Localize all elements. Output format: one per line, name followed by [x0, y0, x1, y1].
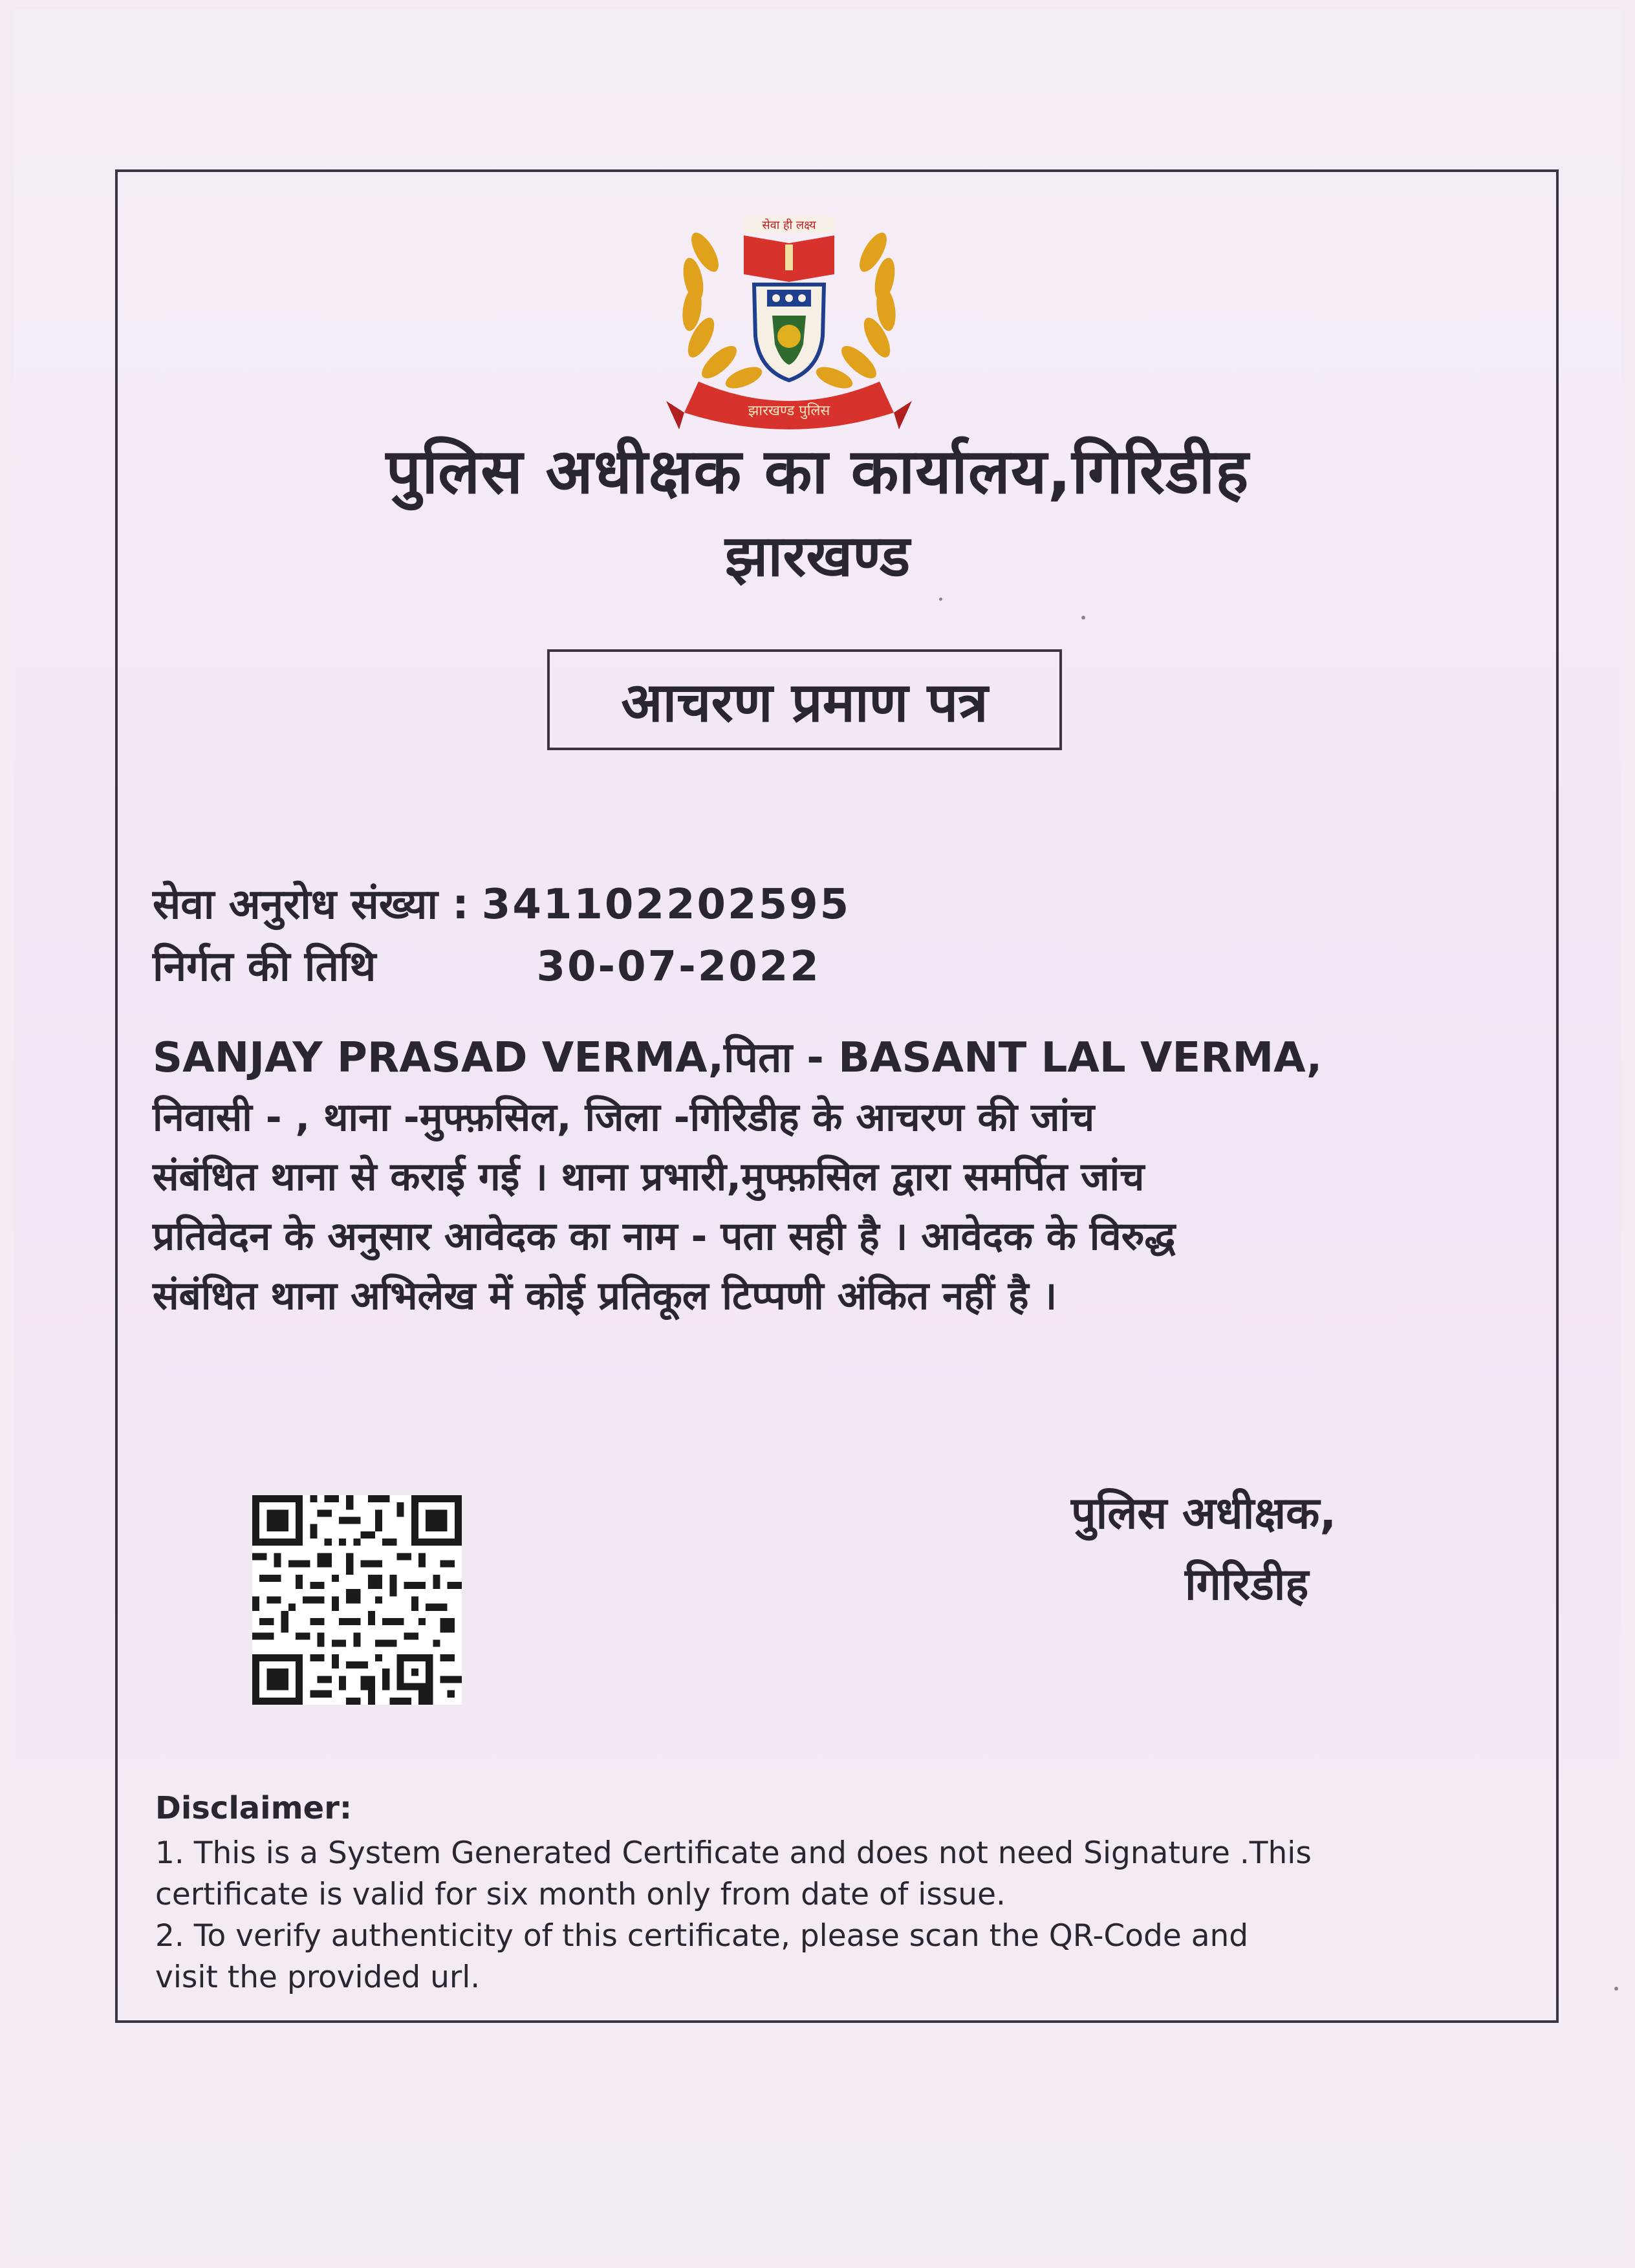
- disclaimer-point-1-line-1: 1. This is a System Generated Certificate and does not need Signature .This: [155, 1835, 1312, 1871]
- paper-speck: [1614, 1987, 1618, 1991]
- emblem-motto-text: सेवा ही लक्ष्य: [762, 219, 816, 232]
- issue-date-value: 30-07-2022: [536, 943, 821, 991]
- disclaimer-point-2-line-2: visit the provided url.: [155, 1960, 481, 1995]
- verification-qr-code[interactable]: [252, 1495, 462, 1705]
- disclaimer-point-1: [155, 1833, 1513, 1916]
- disclaimer-point-1-line-2: certificate is valid for six month only from date of issue.: [155, 1877, 1006, 1912]
- state-title: झारखण्ड: [724, 523, 911, 589]
- office-title: पुलिस अधीक्षक का कार्यालय,गिरिडीह: [385, 435, 1250, 508]
- certificate-title-text: आचरण प्रमाण पत्र: [621, 670, 988, 734]
- service-request-row: [153, 874, 850, 931]
- body-line-applicant: SANJAY PRASAD VERMA,पिता - BASANT LAL VERMA,: [153, 1034, 1323, 1082]
- service-request-number: 341102202595: [481, 881, 851, 929]
- disclaimer-point-2-line-1: 2. To verify authenticity of this certificate, please scan the QR-Code and: [155, 1918, 1249, 1954]
- issue-date-row: [153, 936, 821, 993]
- body-line-residence: निवासी - , थाना -मुफ्फ़सिल, जिला -गिरिडीह के आचरण की जांच: [153, 1095, 1095, 1140]
- body-line-remark: संबंधित थाना अभिलेख में कोई प्रतिकूल टिप्पणी अंकित नहीं है ।: [153, 1273, 1057, 1319]
- disclaimer-section: [155, 1790, 1513, 1998]
- certificate-title: [547, 649, 1062, 750]
- disclaimer-heading: Disclaimer:: [155, 1790, 352, 1826]
- signatory-designation: पुलिस अधीक्षक,: [1071, 1488, 1337, 1539]
- service-request-label: सेवा अनुरोध संख्या :: [153, 881, 469, 929]
- signatory-place: गिरिडीह: [1185, 1559, 1309, 1610]
- paper-speck: [939, 598, 942, 601]
- issue-date-label: निर्गत की तिथि: [153, 943, 376, 991]
- body-line-inquiry: संबंधित थाना से कराई गई । थाना प्रभारी,मुफ्फ़सिल द्वारा समर्पित जांच: [153, 1154, 1145, 1200]
- jharkhand-police-emblem: [653, 207, 925, 440]
- certificate-body: [153, 1028, 1478, 1326]
- emblem-banner-text: झारखण्ड पुलिस: [748, 403, 830, 419]
- disclaimer-point-2: [155, 1916, 1513, 1998]
- paper-speck: [1081, 616, 1085, 620]
- body-line-report: प्रतिवेदन के अनुसार आवेदक का नाम - पता सही है । आवेदक के विरुद्ध: [153, 1214, 1176, 1259]
